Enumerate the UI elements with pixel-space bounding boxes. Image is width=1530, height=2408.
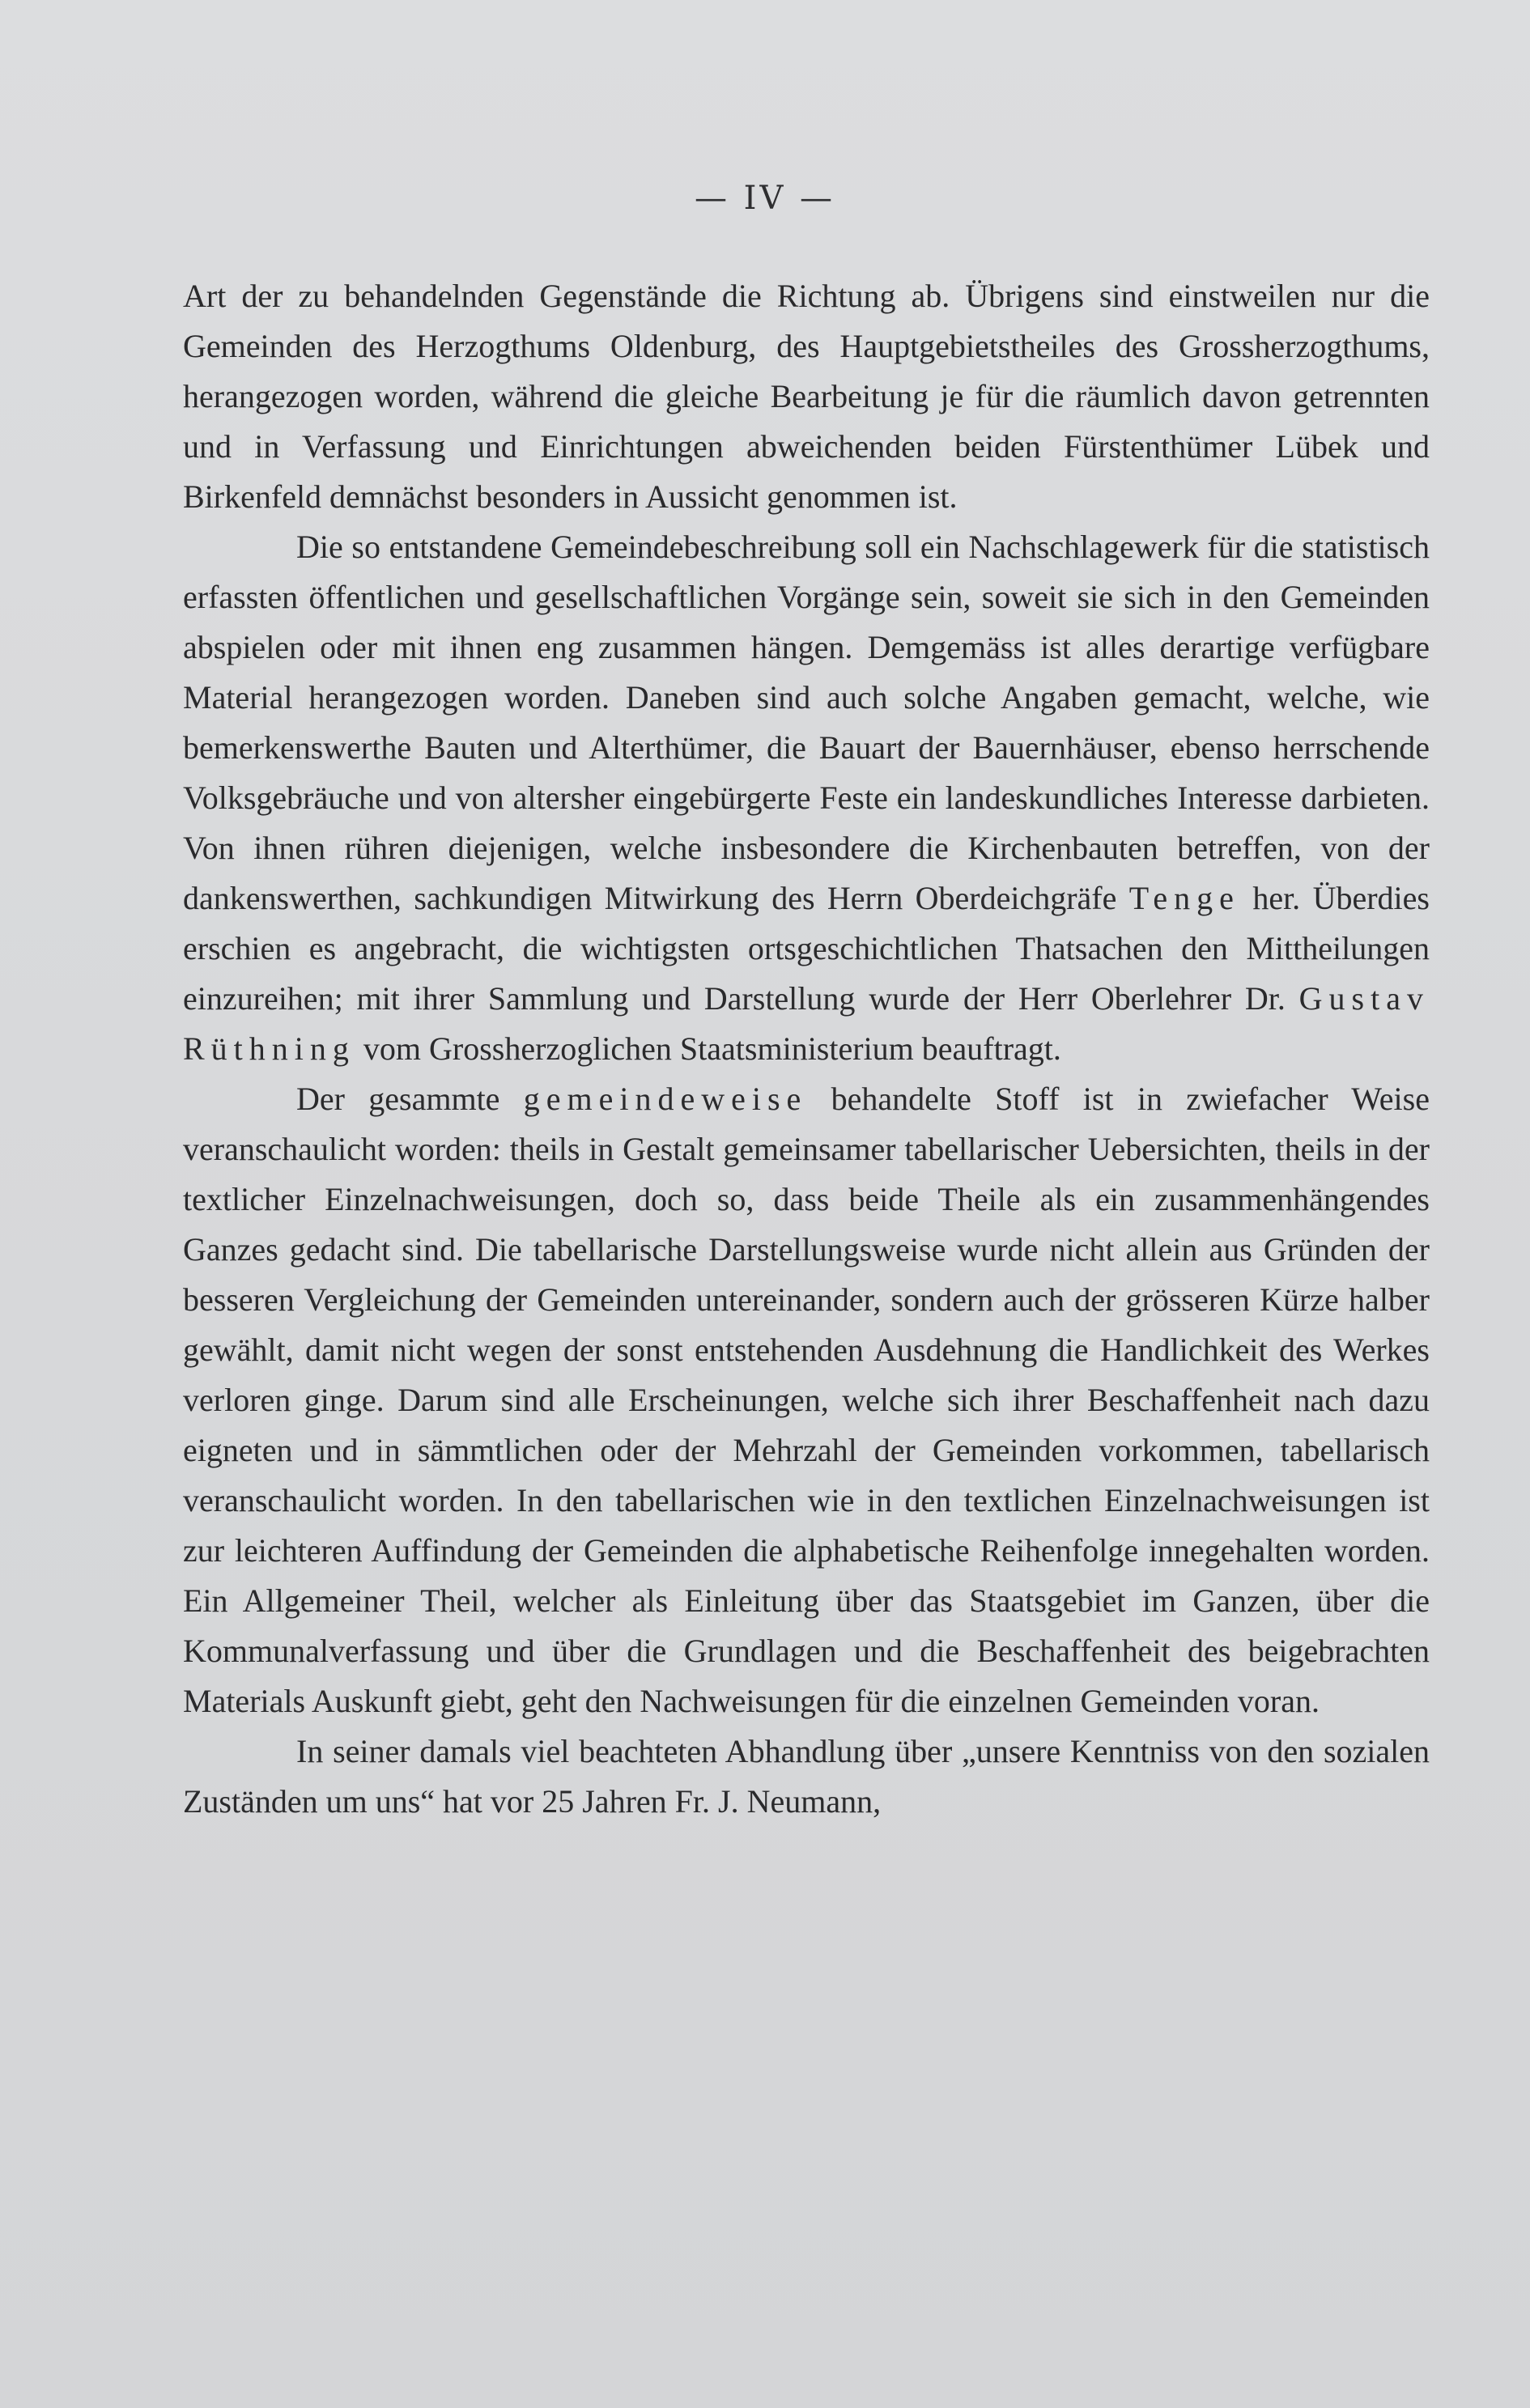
paragraph-2-part-1: Die so entstandene Gemeindebeschreibung soll ein Nachschlagewerk für die statistisch erfassten öffentlichen und gesellschaftlichen Vorgänge sein, soweit sie sich in den Gemeinden abspielen oder mit ihnen eng zusammen hängen. Demgemäss ist alles derartige verfügbare Material herangezogen worden. Daneben sind auch solche Angaben gemacht, welche, wie bemerkenswerthe Bauten und Alterthümer, die Bauart der Bauernhäuser, ebenso herrschende Volksgebräuche und von altersher eingebürgerte Feste ein landeskundliches Interesse darbieten. Von ihnen rühren diejenigen, welche insbesondere die Kirchenbauten betreffen, von der dankenswerthen, sachkundigen Mitwirkung des Herrn Oberdeichgräfe: [183, 529, 1430, 916]
name-ruethning: Gustav Rüthning: [183, 980, 1430, 1067]
paragraph-4: In seiner damals viel beachteten Abhandlung über „unsere Kenntniss von den sozialen Zuständen um uns“ hat vor 25 Jahren Fr. J. Neumann,: [183, 1733, 1430, 1820]
name-tenge: Tenge: [1128, 880, 1240, 916]
paragraph-3: [183, 1074, 1430, 1726]
paragraph-2: [183, 522, 1430, 1074]
paragraph-3-part-2: behandelte Stoff ist in zwiefacher Weise veranschaulicht worden: theils in Gestalt gemeinsamer tabellarischer Uebersichten, theils in der textlicher Einzelnachweisungen, doch so, dass beide Theile als ein zusammenhängendes Ganzes gedacht sind. Die tabellarische Darstellungsweise wurde nicht allein aus Gründen der besseren Vergleichung der Gemeinden untereinander, sondern auch der grösseren Kürze halber gewählt, damit nicht wegen der sonst entstehenden Ausdehnung die Handlichkeit des Werkes verloren ginge. Darum sind alle Erscheinungen, welche sich ihrer Beschaffenheit nach dazu eigneten und in sämmtlichen oder der Mehrzahl der Gemeinden vorkommen, tabellarisch veranschaulicht worden. In den tabellarischen wie in den textlichen Einzelnachweisungen ist zur leichteren Auffindung der Gemeinden die alphabetische Reihenfolge innegehalten worden. Ein Allgemeiner Theil, welcher als Einleitung über das Staatsgebiet im Ganzen, über die Kommunalverfassung und über die Grundlagen und die Beschaffenheit des beigebrachten Materials Auskunft giebt, geht den Nachweisungen für die einzelnen Gemeinden voran.: [183, 1081, 1430, 1719]
emphasis-gemeindeweise: gemeindeweise: [523, 1081, 808, 1117]
paragraph-3-part-1: Der gesammte: [296, 1081, 524, 1117]
page-number: — IV —: [694, 180, 836, 217]
paragraph-2-part-3: vom Grossherzoglichen Staatsministerium beauftragt.: [355, 1030, 1061, 1067]
paragraph-1: Art der zu behandelnden Gegenstände die Richtung ab. Übrigens sind einstweilen nur die Gemeinden des Herzogthums Oldenburg, des Hauptgebietstheiles des Grossherzogthums, herangezogen worden, während die gleiche Bearbeitung je für die räumlich davon getrennten und in Verfassung und Einrichtungen abweichenden beiden Fürstenthümer Lübek und Birkenfeld demnächst besonders in Aussicht genommen ist.: [183, 278, 1430, 515]
paragraph-2-part-2: her. Überdies erschien es angebracht, die wichtigsten ortsgeschichtlichen Thatsachen den Mittheilungen einzureihen; mit ihrer Sammlung und Darstellung wurde der Herr Oberlehrer Dr.: [183, 880, 1430, 1017]
body-text: [183, 271, 1430, 1827]
